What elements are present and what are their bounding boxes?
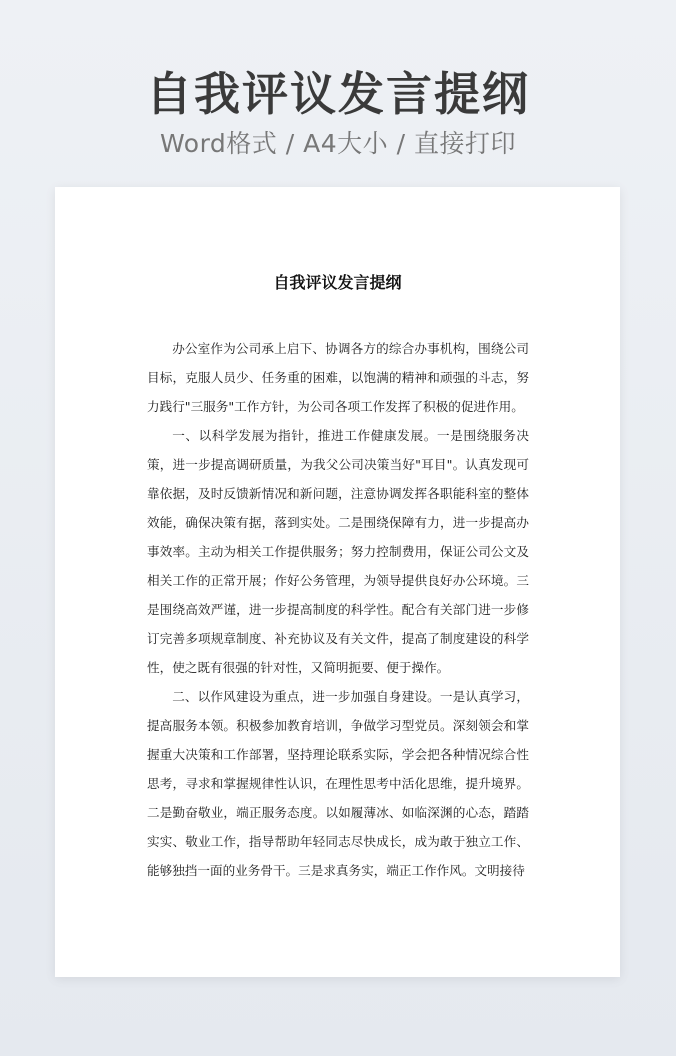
document-body <box>147 334 529 885</box>
header <box>0 0 676 162</box>
paragraph-section-2: 二、以作风建设为重点，进一步加强自身建设。一是认真学习，提高服务本领。积极参加教育培训，争做学习型党员。深刻领会和掌握重大决策和工作部署，坚持理论联系实际，学会把各种情况综合性思考，寻求和掌握规律性认识，在理性思考中活化思维，提升境界。二是勤奋敬业，端正服务态度。以如履薄冰、如临深渊的心态，踏踏实实、敬业工作，指导帮助年轻同志尽快成长，成为敢于独立工作、能够独挡一面的业务骨干。三是求真务实，端正工作作风。文明接待 <box>147 689 529 878</box>
document-page <box>55 187 620 977</box>
paragraph-section-1: 一、以科学发展为指针，推进工作健康发展。一是围绕服务决策，进一步提高调研质量，为我父公司决策当好"耳目"。认真发现可靠依据，及时反馈新情况和新问题，注意协调发挥各职能科室的整体效能，确保决策有据，落到实处。二是围绕保障有力，进一步提高办事效率。主动为相关工作提供服务；努力控制费用，保证公司公文及相关工作的正常开展；作好公务管理，为领导提供良好办公环境。三是围绕高效严谨，进一步提高制度的科学性。配合有关部门进一步修订完善多项规章制度、补充协议及有关文件，提高了制度建设的科学性，使之既有很强的针对性，又简明扼要、便于操作。 <box>147 428 529 675</box>
document-title: 自我评议发言提纲 <box>273 273 402 292</box>
page-subtitle: Word格式 / A4大小 / 直接打印 <box>160 129 516 158</box>
page-title: 自我评议发言提纲 <box>146 67 530 121</box>
paragraph-intro: 办公室作为公司承上启下、协调各方的综合办事机构，围绕公司目标，克服人员少、任务重的困难，以饱满的精神和顽强的斗志，努力践行"三服务"工作方针，为公司各项工作发挥了积极的促进作用。 <box>147 341 529 414</box>
